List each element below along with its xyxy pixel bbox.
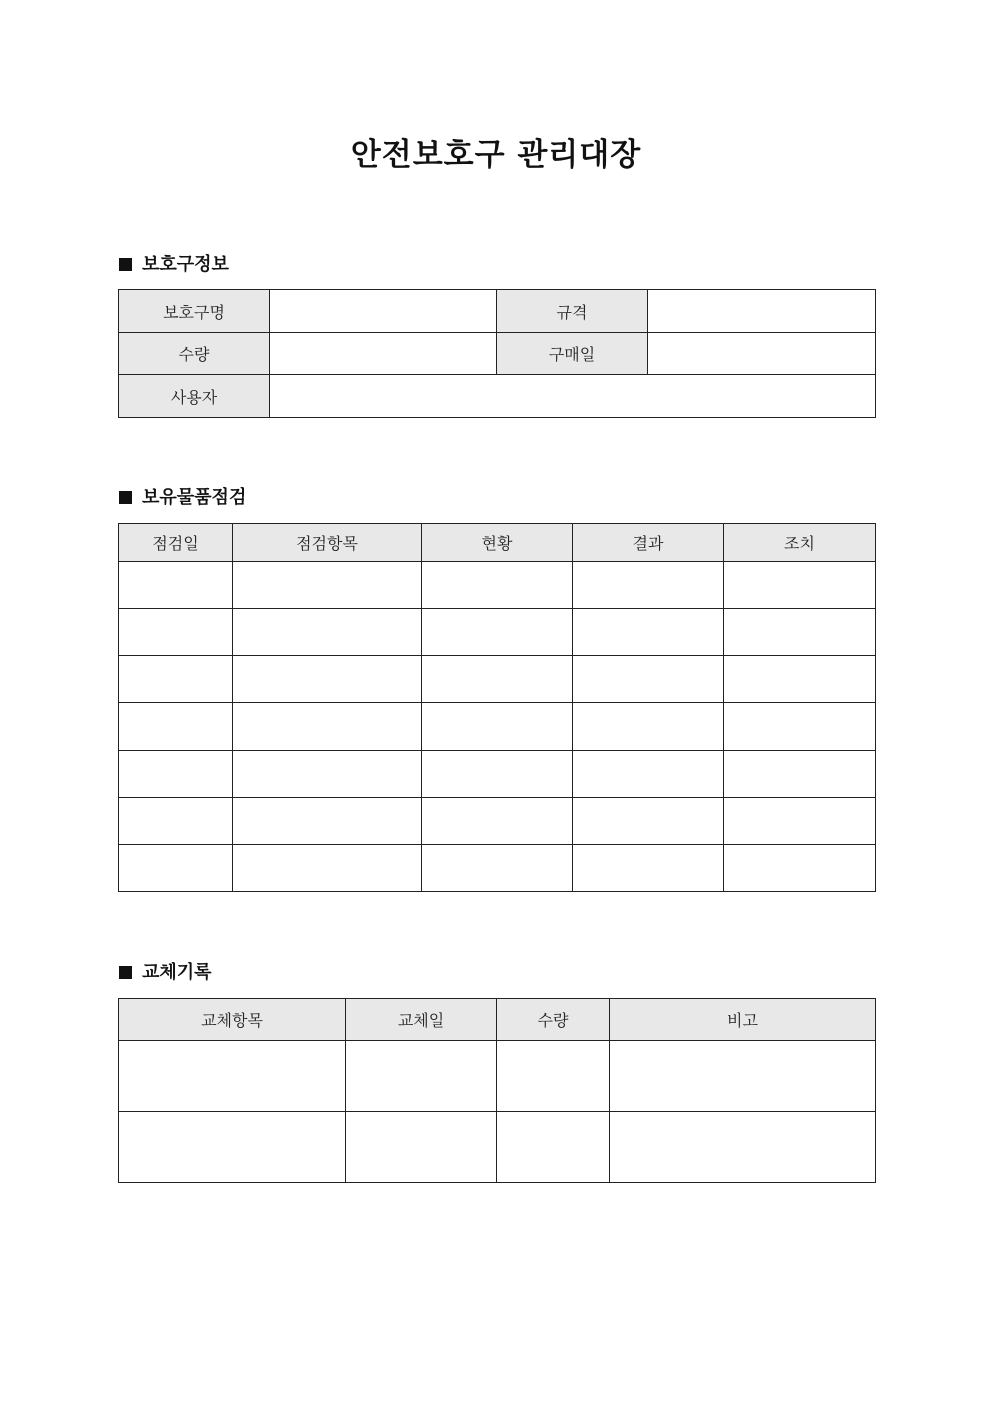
cell-inspection-item[interactable]	[233, 751, 422, 798]
cell-quantity[interactable]	[497, 1112, 610, 1183]
column-header-inspection-item: 점검항목	[233, 524, 422, 562]
cell-result[interactable]	[573, 703, 724, 751]
section-heading-label: 보유물품점검	[142, 487, 247, 508]
cell-quantity[interactable]	[497, 1041, 610, 1112]
label-quantity: 수량	[119, 333, 270, 375]
cell-inspection-item[interactable]	[233, 656, 422, 703]
replacement-table	[118, 998, 876, 1183]
cell-remarks[interactable]	[610, 1112, 876, 1183]
cell-inspection-item[interactable]	[233, 609, 422, 656]
square-bullet-icon	[119, 491, 132, 504]
cell-status[interactable]	[422, 751, 573, 798]
document-title: 안전보호구 관리대장	[350, 137, 642, 173]
table-row	[119, 333, 876, 375]
section-heading-label: 보호구정보	[142, 254, 229, 275]
cell-inspection-item[interactable]	[233, 798, 422, 845]
table-row	[119, 656, 876, 703]
cell-replacement-item[interactable]	[119, 1112, 346, 1183]
cell-action[interactable]	[724, 751, 876, 798]
table-row	[119, 375, 876, 418]
table-row	[119, 751, 876, 798]
label-user: 사용자	[119, 375, 270, 418]
field-purchase-date[interactable]	[648, 333, 876, 375]
square-bullet-icon	[119, 258, 132, 271]
cell-action[interactable]	[724, 798, 876, 845]
cell-status[interactable]	[422, 656, 573, 703]
cell-inspection-date[interactable]	[119, 656, 233, 703]
field-spec[interactable]	[648, 290, 876, 333]
field-quantity[interactable]	[270, 333, 497, 375]
column-header-replacement-date: 교체일	[346, 999, 497, 1041]
cell-result[interactable]	[573, 562, 724, 609]
table-row	[119, 562, 876, 609]
table-row	[119, 845, 876, 892]
cell-result[interactable]	[573, 609, 724, 656]
cell-inspection-date[interactable]	[119, 798, 233, 845]
cell-inspection-item[interactable]	[233, 703, 422, 751]
table-row	[119, 1041, 876, 1112]
table-row	[119, 703, 876, 751]
table-row	[119, 798, 876, 845]
cell-action[interactable]	[724, 703, 876, 751]
column-header-remarks: 비고	[610, 999, 876, 1041]
table-header-row	[119, 524, 876, 562]
cell-action[interactable]	[724, 562, 876, 609]
section-heading-inspection	[119, 486, 246, 510]
cell-inspection-date[interactable]	[119, 703, 233, 751]
cell-action[interactable]	[724, 609, 876, 656]
protector-info-table	[118, 289, 876, 418]
cell-replacement-date[interactable]	[346, 1041, 497, 1112]
cell-inspection-date[interactable]	[119, 609, 233, 656]
cell-replacement-item[interactable]	[119, 1041, 346, 1112]
column-header-action: 조치	[724, 524, 876, 562]
cell-status[interactable]	[422, 703, 573, 751]
cell-inspection-date[interactable]	[119, 845, 233, 892]
section-heading-replacement	[119, 961, 212, 985]
cell-replacement-date[interactable]	[346, 1112, 497, 1183]
cell-inspection-item[interactable]	[233, 845, 422, 892]
cell-status[interactable]	[422, 562, 573, 609]
column-header-status: 현황	[422, 524, 573, 562]
cell-action[interactable]	[724, 845, 876, 892]
section-heading-protector-info	[119, 253, 229, 277]
column-header-inspection-date: 점검일	[119, 524, 233, 562]
table-row	[119, 290, 876, 333]
cell-status[interactable]	[422, 609, 573, 656]
cell-result[interactable]	[573, 845, 724, 892]
cell-result[interactable]	[573, 798, 724, 845]
field-protector-name[interactable]	[270, 290, 497, 333]
field-user[interactable]	[270, 375, 876, 418]
section-heading-label: 교체기록	[142, 962, 212, 983]
cell-status[interactable]	[422, 845, 573, 892]
cell-status[interactable]	[422, 798, 573, 845]
table-row	[119, 1112, 876, 1183]
inspection-table	[118, 523, 876, 892]
table-header-row	[119, 999, 876, 1041]
cell-result[interactable]	[573, 656, 724, 703]
cell-inspection-date[interactable]	[119, 751, 233, 798]
cell-remarks[interactable]	[610, 1041, 876, 1112]
label-purchase-date: 구매일	[497, 333, 648, 375]
square-bullet-icon	[119, 966, 132, 979]
column-header-quantity: 수량	[497, 999, 610, 1041]
cell-action[interactable]	[724, 656, 876, 703]
column-header-replacement-item: 교체항목	[119, 999, 346, 1041]
cell-result[interactable]	[573, 751, 724, 798]
cell-inspection-date[interactable]	[119, 562, 233, 609]
cell-inspection-item[interactable]	[233, 562, 422, 609]
label-spec: 규격	[497, 290, 648, 333]
label-protector-name: 보호구명	[119, 290, 270, 333]
column-header-result: 결과	[573, 524, 724, 562]
table-row	[119, 609, 876, 656]
